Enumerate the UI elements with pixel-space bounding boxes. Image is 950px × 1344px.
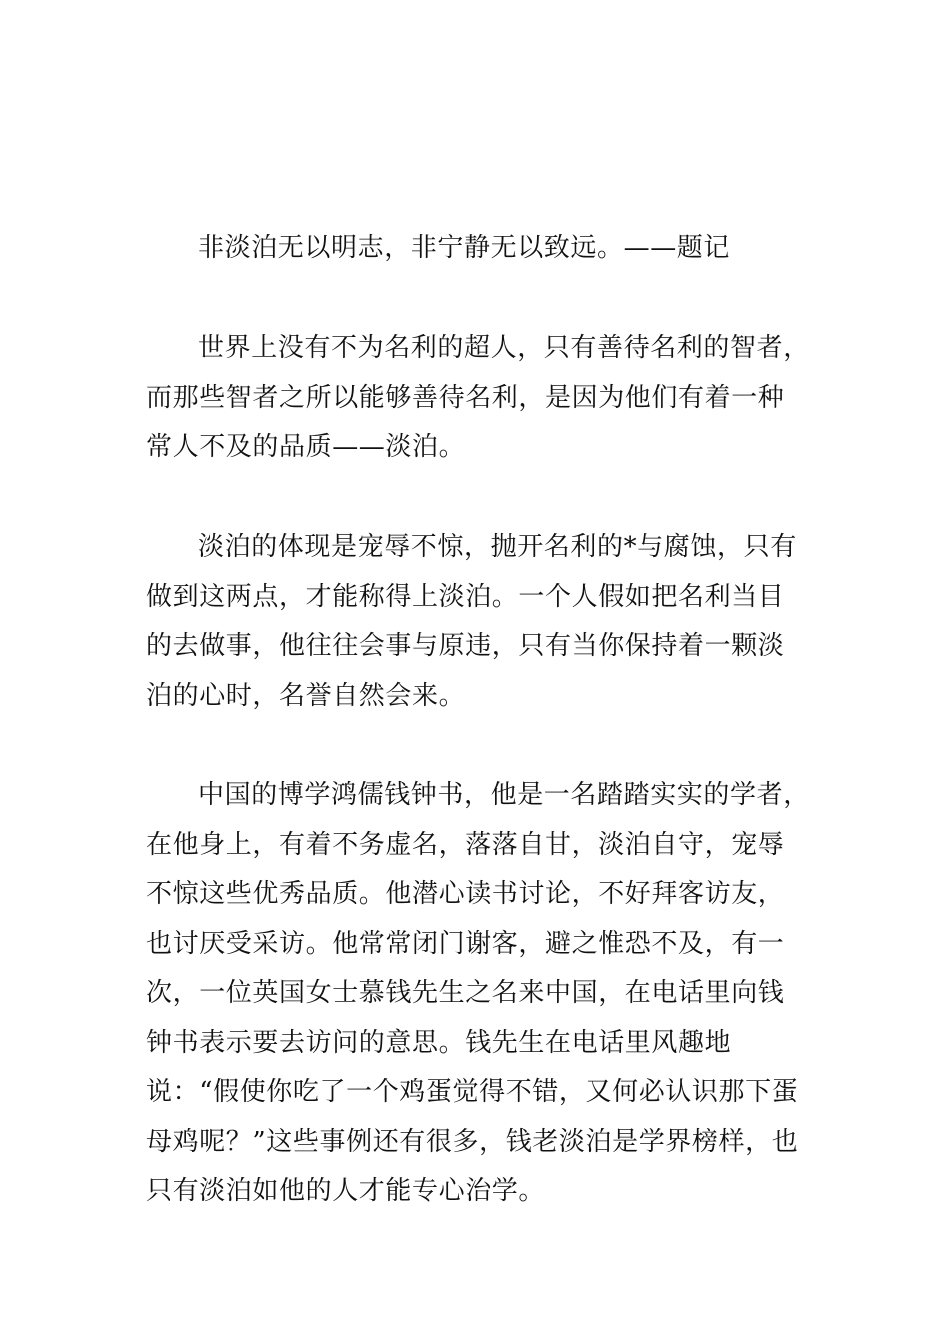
epigraph: 非淡泊无以明志，非宁静无以致远。——题记 xyxy=(198,233,731,263)
paragraph-3: 中国的博学鸿儒钱钟书，他是一名踏踏实实的学者，在他身上，有着不务虚名，落落自甘，淡泊自守，宠辱不惊这些优秀品质。他潜心读书讨论，不好拜客访友，也讨厌受采访。他常常闭门谢客，避之惟恐不及，有一次，一位英国女士慕钱先生之名来中国，在电话里向钱钟书表示要去访问的意思。钱先生在电话里风趣地说：“假使你吃了一个鸡蛋觉得不错，又何必认识那下蛋母鸡呢？”这些事例还有很多，钱老淡泊是学界榜样，也只有淡泊如他的人才能专心治学。 xyxy=(146,780,810,1206)
paragraph-1: 世界上没有不为名利的超人，只有善待名利的智者，而那些智者之所以能够善待名利，是因为他们有着一种常人不及的品质——淡泊。 xyxy=(146,333,810,462)
paragraph-2: 淡泊的体现是宠辱不惊，抛开名利的*与腐蚀，只有做到这两点，才能称得上淡泊。一个人假如把名利当目的去做事，他往往会事与原违，只有当你保持着一颗淡泊的心时，名誉自然会来。 xyxy=(146,532,797,711)
